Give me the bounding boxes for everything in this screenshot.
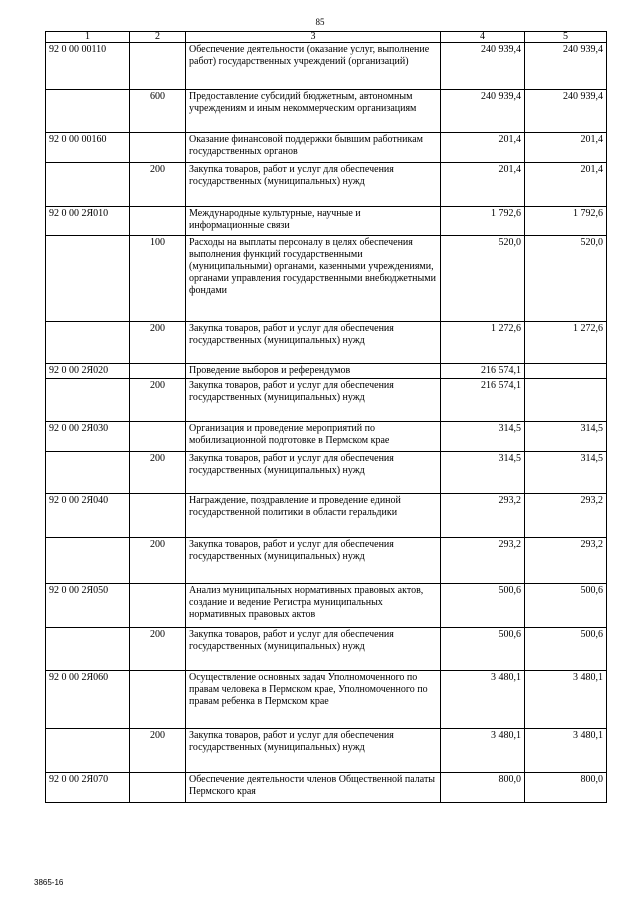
cell-value-4: 201,4 — [441, 133, 525, 163]
cell-kvr — [130, 207, 186, 236]
cell-kvr: 200 — [130, 729, 186, 773]
table-row — [46, 90, 607, 133]
cell-name: Закупка товаров, работ и услуг для обеспечения государственных (муниципальных) нужд — [186, 452, 441, 494]
cell-code — [46, 729, 130, 773]
budget-table — [45, 31, 607, 803]
table-row — [46, 422, 607, 452]
table-row — [46, 207, 607, 236]
table-row — [46, 364, 607, 379]
cell-name: Организация и проведение мероприятий по мобилизационной подготовке в Пермском крае — [186, 422, 441, 452]
cell-code — [46, 538, 130, 584]
cell-value-5: 314,5 — [525, 452, 607, 494]
table-row — [46, 538, 607, 584]
cell-kvr — [130, 364, 186, 379]
cell-name: Закупка товаров, работ и услуг для обеспечения государственных (муниципальных) нужд — [186, 538, 441, 584]
cell-kvr: 200 — [130, 322, 186, 364]
cell-kvr — [130, 43, 186, 90]
cell-value-4: 314,5 — [441, 452, 525, 494]
cell-code: 92 0 00 2Я040 — [46, 494, 130, 538]
column-header-2: 2 — [130, 32, 186, 43]
table-row — [46, 133, 607, 163]
cell-value-4: 1 792,6 — [441, 207, 525, 236]
table-row — [46, 163, 607, 207]
cell-code: 92 0 00 2Я050 — [46, 584, 130, 628]
cell-value-5: 240 939,4 — [525, 90, 607, 133]
table-row — [46, 584, 607, 628]
cell-value-4: 240 939,4 — [441, 43, 525, 90]
cell-kvr: 100 — [130, 236, 186, 322]
cell-kvr: 200 — [130, 379, 186, 422]
cell-name: Международные культурные, научные и информационные связи — [186, 207, 441, 236]
cell-kvr — [130, 422, 186, 452]
cell-value-4: 201,4 — [441, 163, 525, 207]
column-header-4: 4 — [441, 32, 525, 43]
cell-value-5: 314,5 — [525, 422, 607, 452]
cell-kvr — [130, 773, 186, 803]
cell-kvr — [130, 671, 186, 729]
cell-value-5: 240 939,4 — [525, 43, 607, 90]
cell-value-4: 3 480,1 — [441, 729, 525, 773]
cell-kvr: 200 — [130, 452, 186, 494]
cell-value-5: 201,4 — [525, 163, 607, 207]
cell-kvr: 200 — [130, 163, 186, 207]
cell-code — [46, 236, 130, 322]
cell-name: Награждение, поздравление и проведение единой государственной политики в области геральдики — [186, 494, 441, 538]
cell-value-4: 800,0 — [441, 773, 525, 803]
cell-kvr: 200 — [130, 538, 186, 584]
cell-kvr — [130, 133, 186, 163]
cell-code: 92 0 00 2Я070 — [46, 773, 130, 803]
cell-name: Закупка товаров, работ и услуг для обеспечения государственных (муниципальных) нужд — [186, 729, 441, 773]
cell-name: Обеспечение деятельности (оказание услуг, выполнение работ) государственных учреждений (организаций) — [186, 43, 441, 90]
cell-value-4: 216 574,1 — [441, 379, 525, 422]
table-row — [46, 379, 607, 422]
cell-value-5: 1 792,6 — [525, 207, 607, 236]
cell-name: Расходы на выплаты персоналу в целях обеспечения выполнения функций государственными (муниципальными) органами, казенными учреждениями, органами управления государственными внебюджетными фондами — [186, 236, 441, 322]
cell-value-4: 293,2 — [441, 538, 525, 584]
cell-value-5: 3 480,1 — [525, 671, 607, 729]
cell-value-4: 500,6 — [441, 628, 525, 671]
cell-value-5: 800,0 — [525, 773, 607, 803]
cell-name: Предоставление субсидий бюджетным, автономным учреждениям и иным некоммерческим организациям — [186, 90, 441, 133]
cell-value-5 — [525, 364, 607, 379]
cell-code — [46, 628, 130, 671]
cell-value-4: 240 939,4 — [441, 90, 525, 133]
cell-name: Закупка товаров, работ и услуг для обеспечения государственных (муниципальных) нужд — [186, 628, 441, 671]
table-row — [46, 43, 607, 90]
cell-name: Проведение выборов и референдумов — [186, 364, 441, 379]
document-code: 3865-16 — [34, 878, 64, 887]
column-header-3: 3 — [186, 32, 441, 43]
cell-value-5: 293,2 — [525, 494, 607, 538]
cell-value-5: 201,4 — [525, 133, 607, 163]
cell-value-4: 500,6 — [441, 584, 525, 628]
cell-name: Оказание финансовой поддержки бывшим работникам государственных органов — [186, 133, 441, 163]
table-row — [46, 773, 607, 803]
cell-kvr — [130, 584, 186, 628]
cell-value-5 — [525, 379, 607, 422]
cell-value-4: 314,5 — [441, 422, 525, 452]
cell-name: Обеспечение деятельности членов Общественной палаты Пермского края — [186, 773, 441, 803]
header-row — [46, 32, 607, 43]
cell-code: 92 0 00 2Я030 — [46, 422, 130, 452]
table-row — [46, 729, 607, 773]
table-row — [46, 494, 607, 538]
cell-code: 92 0 00 00160 — [46, 133, 130, 163]
cell-code — [46, 452, 130, 494]
cell-name: Осуществление основных задач Уполномоченного по правам человека в Пермском крае, Уполномоченного по правам ребенка в Пермском крае — [186, 671, 441, 729]
cell-kvr: 200 — [130, 628, 186, 671]
cell-value-5: 1 272,6 — [525, 322, 607, 364]
table-row — [46, 452, 607, 494]
cell-name: Закупка товаров, работ и услуг для обеспечения государственных (муниципальных) нужд — [186, 163, 441, 207]
cell-code: 92 0 00 2Я010 — [46, 207, 130, 236]
cell-name: Анализ муниципальных нормативных правовых актов, создание и ведение Регистра муниципальных нормативных правовых актов — [186, 584, 441, 628]
cell-code: 92 0 00 2Я020 — [46, 364, 130, 379]
cell-code — [46, 379, 130, 422]
cell-code: 92 0 00 2Я060 — [46, 671, 130, 729]
table-row — [46, 236, 607, 322]
cell-value-5: 293,2 — [525, 538, 607, 584]
cell-value-4: 1 272,6 — [441, 322, 525, 364]
page-number: 85 — [315, 17, 325, 27]
cell-value-5: 3 480,1 — [525, 729, 607, 773]
column-header-1: 1 — [46, 32, 130, 43]
cell-code: 92 0 00 00110 — [46, 43, 130, 90]
cell-kvr — [130, 494, 186, 538]
cell-value-4: 216 574,1 — [441, 364, 525, 379]
cell-code — [46, 90, 130, 133]
cell-value-4: 293,2 — [441, 494, 525, 538]
table-row — [46, 322, 607, 364]
cell-code — [46, 163, 130, 207]
cell-value-5: 520,0 — [525, 236, 607, 322]
cell-code — [46, 322, 130, 364]
cell-name: Закупка товаров, работ и услуг для обеспечения государственных (муниципальных) нужд — [186, 322, 441, 364]
cell-value-5: 500,6 — [525, 628, 607, 671]
table-row — [46, 671, 607, 729]
cell-value-4: 3 480,1 — [441, 671, 525, 729]
cell-kvr: 600 — [130, 90, 186, 133]
column-header-5: 5 — [525, 32, 607, 43]
cell-value-4: 520,0 — [441, 236, 525, 322]
table-row — [46, 628, 607, 671]
cell-value-5: 500,6 — [525, 584, 607, 628]
cell-name: Закупка товаров, работ и услуг для обеспечения государственных (муниципальных) нужд — [186, 379, 441, 422]
